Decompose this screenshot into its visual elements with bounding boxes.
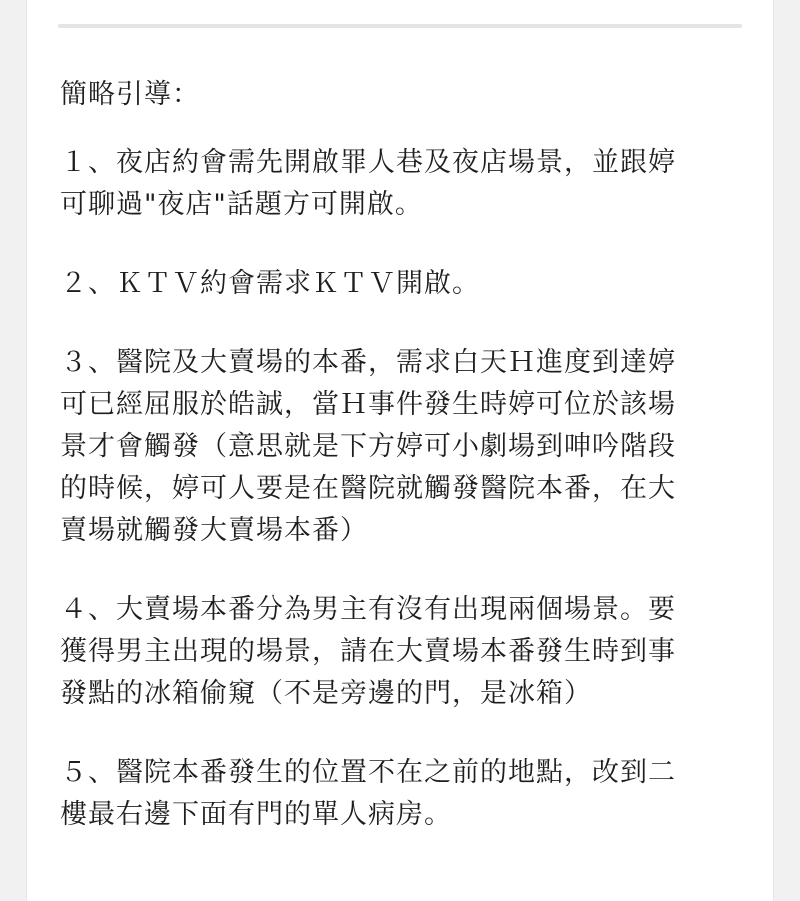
guide-item-1 xyxy=(60,142,740,226)
guide-item-line: 獲得男主出現的場景，請在大賣場本番發生時到事 xyxy=(60,636,676,667)
guide-item-line: ２、ＫＴＶ約會需求ＫＴＶ開啟。 xyxy=(60,268,480,299)
guide-item-line: ５、醫院本番發生的位置不在之前的地點，改到二 xyxy=(60,757,676,788)
guide-item-line: １、夜店約會需先開啟罪人巷及夜店場景，並跟婷 xyxy=(60,147,676,178)
guide-item-3 xyxy=(60,342,740,552)
guide-item-line: 樓最右邊下面有門的單人病房。 xyxy=(60,799,452,830)
guide-item-line: 可已經屈服於皓誠，當Ｈ事件發生時婷可位於該場 xyxy=(60,389,676,420)
top-divider xyxy=(58,24,742,28)
guide-item-2 xyxy=(60,263,740,305)
guide-item-line: 的時候，婷可人要是在醫院就觸發醫院本番，在大 xyxy=(60,473,676,504)
guide-item-line: ３、醫院及大賣場的本番，需求白天Ｈ進度到達婷 xyxy=(60,347,676,378)
guide-item-line: 賣場就觸發大賣場本番） xyxy=(60,515,368,546)
guide-content xyxy=(60,74,740,873)
guide-item-line: 發點的冰箱偷窺（不是旁邊的門，是冰箱） xyxy=(60,678,592,709)
guide-item-line: ４、大賣場本番分為男主有沒有出現兩個場景。要 xyxy=(60,594,676,625)
guide-item-line: 可聊過"夜店"話題方可開啟。 xyxy=(60,189,423,220)
guide-heading: 簡略引導： xyxy=(60,79,200,110)
guide-item-4 xyxy=(60,589,740,715)
guide-item-5 xyxy=(60,752,740,836)
guide-item-line: 景才會觸發（意思就是下方婷可小劇場到呻吟階段 xyxy=(60,431,676,462)
